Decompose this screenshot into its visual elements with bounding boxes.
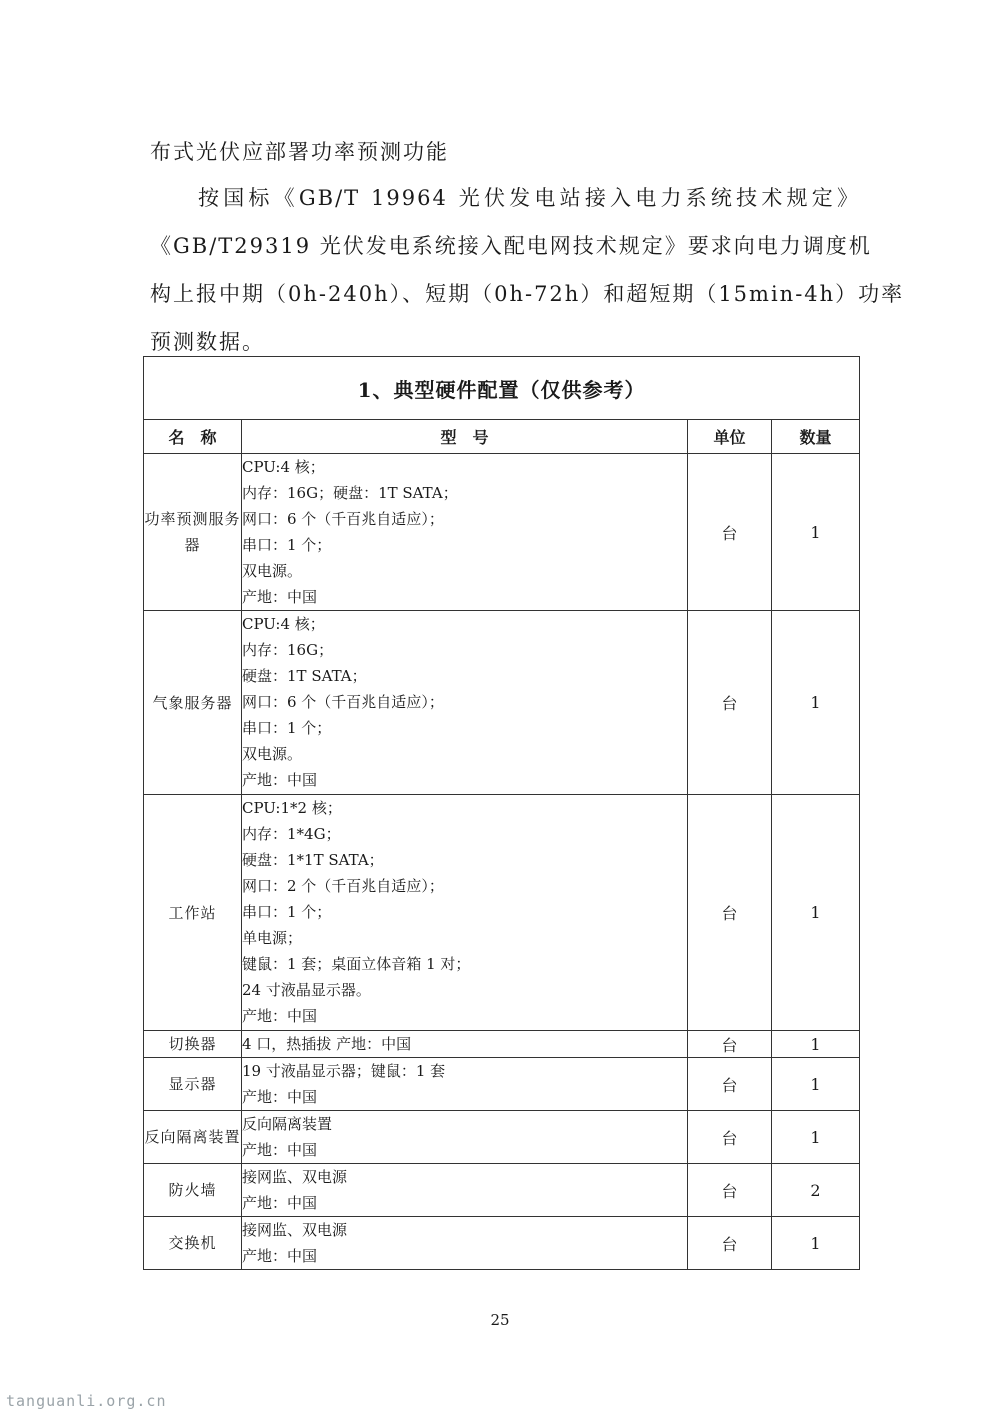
header-model: 型 号 bbox=[242, 420, 688, 454]
header-unit: 单位 bbox=[688, 420, 772, 454]
item-qty: 1 bbox=[772, 1217, 860, 1270]
item-unit: 台 bbox=[688, 1164, 772, 1217]
spec-line: 产地：中国 bbox=[242, 1194, 318, 1212]
spec-line: 硬盘：1*1T SATA； bbox=[242, 851, 384, 869]
item-qty: 1 bbox=[772, 454, 860, 611]
spec-line: 串口：1 个； bbox=[242, 903, 332, 921]
table-header-row bbox=[144, 420, 860, 454]
table-row bbox=[144, 611, 860, 795]
table-title: 1、典型硬件配置（仅供参考） bbox=[144, 357, 860, 420]
spec-line: 产地：中国 bbox=[242, 1088, 318, 1106]
item-name: 功率预测服务器 bbox=[144, 454, 242, 611]
spec-line: 接网监、双电源 bbox=[242, 1221, 348, 1239]
spec-line: 单电源； bbox=[242, 929, 303, 947]
item-name: 气象服务器 bbox=[144, 611, 242, 795]
item-qty: 1 bbox=[772, 611, 860, 795]
paragraph-line-4: 构上报中期（0h-240h）、短期（0h-72h）和超短期（15min-4h）功率 bbox=[150, 282, 905, 306]
table-row bbox=[144, 454, 860, 611]
spec-line: 双电源。 bbox=[242, 745, 303, 763]
item-qty: 1 bbox=[772, 1058, 860, 1111]
item-spec bbox=[242, 1031, 688, 1058]
item-unit: 台 bbox=[688, 1217, 772, 1270]
item-unit: 台 bbox=[688, 1031, 772, 1058]
item-unit: 台 bbox=[688, 454, 772, 611]
spec-line: 接网监、双电源 bbox=[242, 1168, 348, 1186]
spec-line: 产地：中国 bbox=[242, 1247, 318, 1265]
item-qty: 1 bbox=[772, 1031, 860, 1058]
watermark: tanguanli.org.cn bbox=[6, 1392, 167, 1410]
item-name: 显示器 bbox=[144, 1058, 242, 1111]
item-name: 防火墙 bbox=[144, 1164, 242, 1217]
item-unit: 台 bbox=[688, 1111, 772, 1164]
item-qty: 1 bbox=[772, 1111, 860, 1164]
header-name: 名 称 bbox=[144, 420, 242, 454]
paragraph-line-3: 《GB/T29319 光伏发电系统接入配电网技术规定》要求向电力调度机 bbox=[150, 234, 872, 258]
spec-line: CPU:4 核； bbox=[242, 615, 325, 633]
spec-line: 串口：1 个； bbox=[242, 536, 332, 554]
spec-line: 网口：6 个（千百兆自适应）； bbox=[242, 693, 444, 711]
item-unit: 台 bbox=[688, 1058, 772, 1111]
hardware-config-table bbox=[143, 356, 860, 1270]
spec-line: CPU:1*2 核； bbox=[242, 799, 342, 817]
spec-line: 键鼠：1 套；桌面立体音箱 1 对； bbox=[242, 955, 471, 973]
item-name: 切换器 bbox=[144, 1031, 242, 1058]
item-qty: 1 bbox=[772, 795, 860, 1031]
item-spec bbox=[242, 611, 688, 795]
spec-line: 19 寸液晶显示器；键鼠：1 套 bbox=[242, 1062, 446, 1080]
item-spec bbox=[242, 454, 688, 611]
spec-line: CPU:4 核； bbox=[242, 458, 325, 476]
spec-line: 24 寸液晶显示器。 bbox=[242, 981, 371, 999]
paragraph-line-5: 预测数据。 bbox=[150, 330, 265, 354]
item-qty: 2 bbox=[772, 1164, 860, 1217]
spec-line: 网口：6 个（千百兆自适应）； bbox=[242, 510, 444, 528]
table-row bbox=[144, 1217, 860, 1270]
paragraph-line-1: 布式光伏应部署功率预测功能 bbox=[150, 140, 449, 164]
table-row bbox=[144, 1111, 860, 1164]
spec-line: 产地：中国 bbox=[242, 1007, 318, 1025]
spec-line: 产地：中国 bbox=[242, 588, 318, 606]
header-qty: 数量 bbox=[772, 420, 860, 454]
spec-line: 4 口，热插拔 产地：中国 bbox=[242, 1035, 412, 1053]
spec-line: 硬盘：1T SATA； bbox=[242, 667, 367, 685]
spec-line: 内存：16G； bbox=[242, 641, 334, 659]
table-row bbox=[144, 795, 860, 1031]
paragraph-line-2: 按国标《GB/T 19964 光伏发电站接入电力系统技术规定》 bbox=[198, 186, 860, 210]
table-row bbox=[144, 1164, 860, 1217]
item-spec bbox=[242, 1111, 688, 1164]
spec-line: 产地：中国 bbox=[242, 771, 318, 789]
table-row bbox=[144, 1031, 860, 1058]
spec-line: 内存：16G；硬盘：1T SATA； bbox=[242, 484, 458, 502]
spec-line: 串口：1 个； bbox=[242, 719, 332, 737]
item-unit: 台 bbox=[688, 611, 772, 795]
item-name: 交换机 bbox=[144, 1217, 242, 1270]
item-spec bbox=[242, 795, 688, 1031]
spec-line: 双电源。 bbox=[242, 562, 303, 580]
spec-line: 内存：1*4G； bbox=[242, 825, 341, 843]
item-unit: 台 bbox=[688, 795, 772, 1031]
page-number: 25 bbox=[490, 1311, 510, 1329]
item-name: 反向隔离装置 bbox=[144, 1111, 242, 1164]
item-spec bbox=[242, 1217, 688, 1270]
table-row bbox=[144, 1058, 860, 1111]
spec-line: 反向隔离装置 bbox=[242, 1115, 333, 1133]
spec-line: 网口：2 个（千百兆自适应）； bbox=[242, 877, 444, 895]
item-spec bbox=[242, 1164, 688, 1217]
item-spec bbox=[242, 1058, 688, 1111]
spec-line: 产地：中国 bbox=[242, 1141, 318, 1159]
item-name: 工作站 bbox=[144, 795, 242, 1031]
